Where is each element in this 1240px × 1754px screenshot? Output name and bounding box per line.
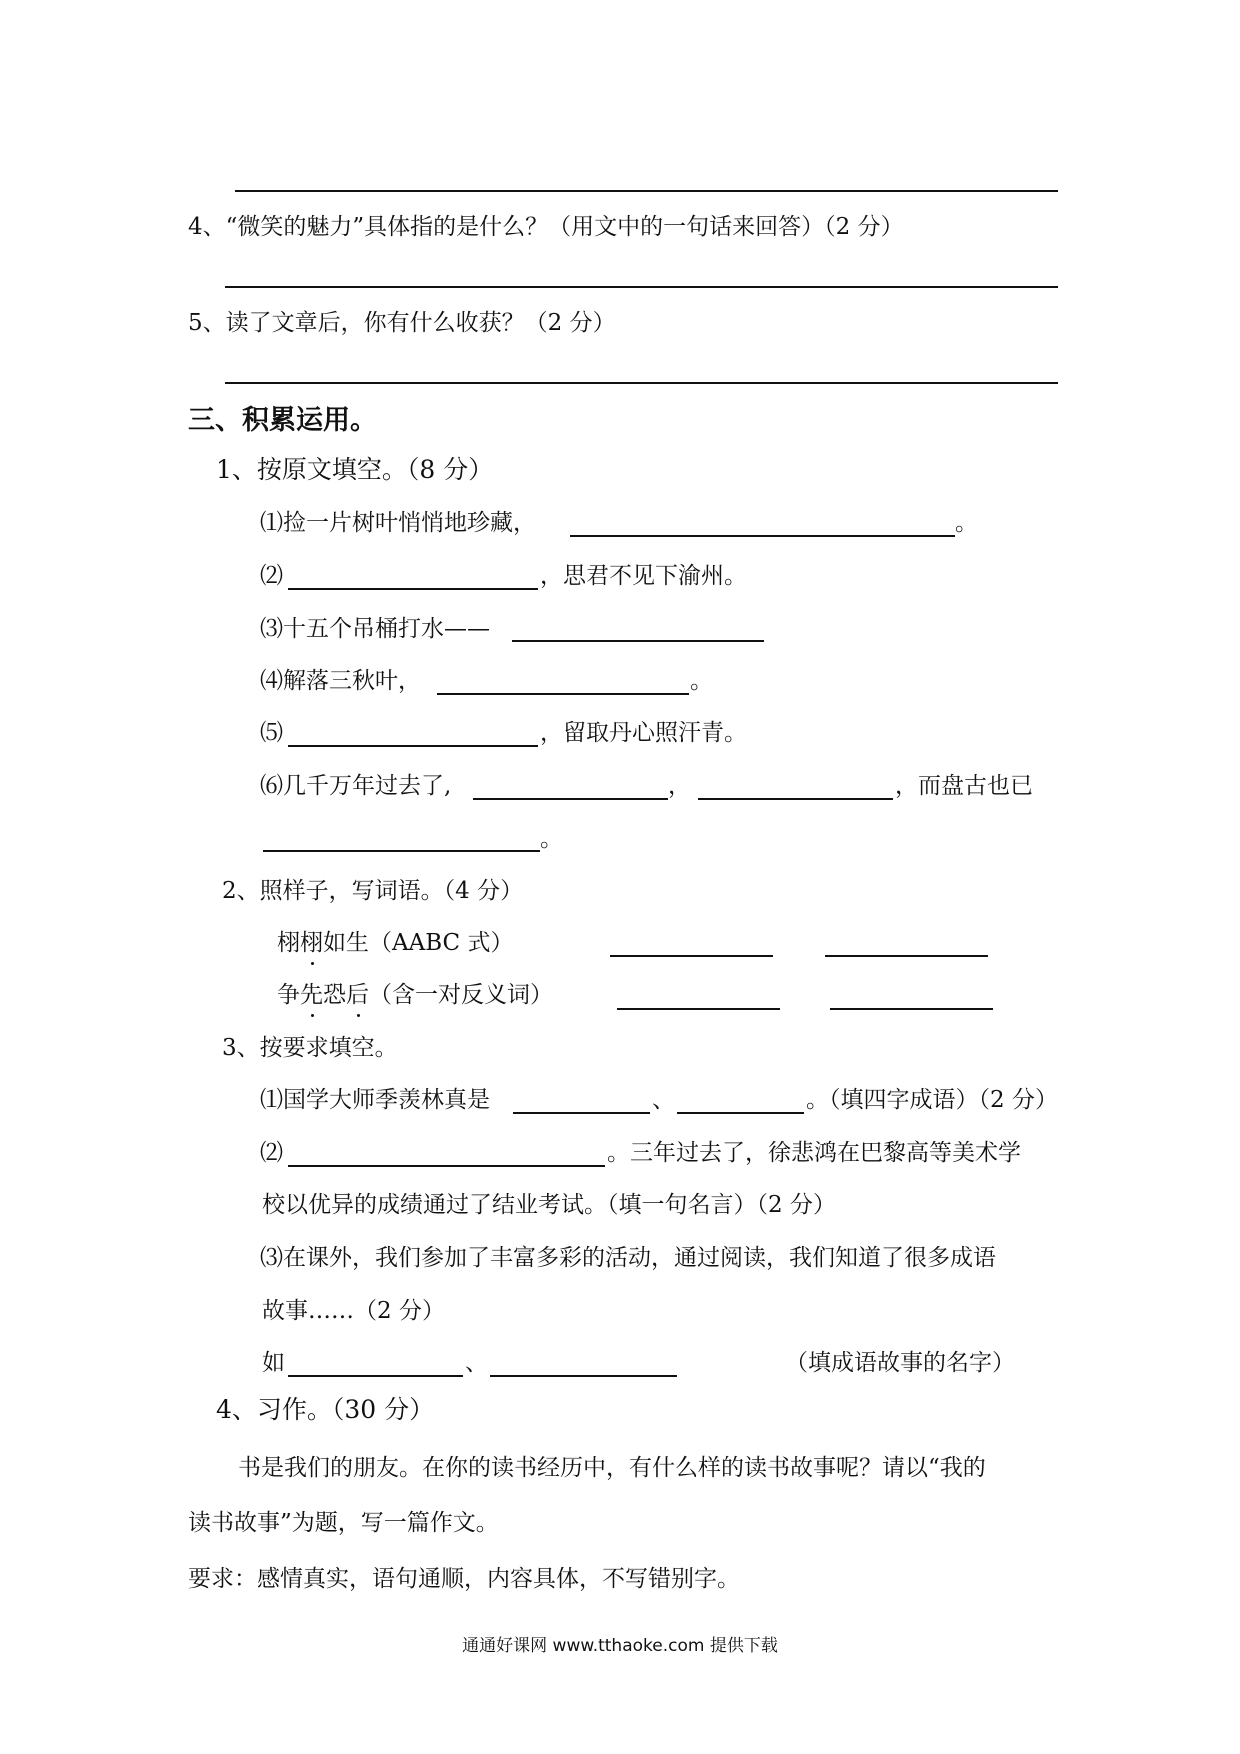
q2-label: 2、照样子，写词语。（4 分） <box>222 878 524 904</box>
q1-item6-blank-3[interactable] <box>263 850 540 852</box>
q4-requirements: 要求：感情真实，语句通顺，内容具体，不写错别字。 <box>188 1566 740 1592</box>
example-1-char: 生 <box>346 930 369 956</box>
answer-line-q5[interactable] <box>225 382 1058 384</box>
q4-prompt-line-1: 书是我们的朋友。在你的读书经历中，有什么样的读书故事呢？请以“我的 <box>238 1455 986 1481</box>
q3-item3-text-cont: 故事……（2 分） <box>262 1298 445 1324</box>
example-2-char: 争 <box>277 982 300 1008</box>
q1-item3-text: ⑶十五个吊桶打水—— <box>260 616 490 642</box>
q3-item2-num: ⑵ <box>260 1140 283 1166</box>
q1-item6-blank-2[interactable] <box>698 798 893 800</box>
q1-item5-blank[interactable] <box>288 745 538 747</box>
q3-item3-blank-2[interactable] <box>490 1375 677 1377</box>
q3-item3-blank-1[interactable] <box>288 1375 463 1377</box>
q1-item6-tail: 。 <box>540 826 563 852</box>
q1-item2-text: ，思君不见下渝州。 <box>540 563 747 589</box>
q1-item2-num: ⑵ <box>260 563 283 589</box>
q1-item6-text: ⑹几千万年过去了, <box>260 773 452 799</box>
q4-label: 4、习作。（30 分） <box>216 1395 435 1424</box>
example-1-note: （AABC 式） <box>369 930 514 956</box>
q1-item6-end: ，而盘古也已 <box>895 773 1033 799</box>
example-2-char: 恐 <box>323 982 346 1008</box>
q3-item1-blank-2[interactable] <box>677 1112 804 1114</box>
q1-item5-text: ，留取丹心照汗青。 <box>540 720 747 746</box>
page-footer: 通通好课网 www.tthaoke.com 提供下载 <box>462 1636 778 1656</box>
q1-item5-num: ⑸ <box>260 720 283 746</box>
example-1-char: 栩 <box>277 930 300 956</box>
q3-item2-text-cont: 校以优异的成绩通过了结业考试。（填一句名言）（2 分） <box>262 1192 836 1218</box>
q3-item3-text: ⑶在课外，我们参加了丰富多彩的活动，通过阅读，我们知道了很多成语 <box>260 1245 996 1271</box>
q3-label: 3、按要求填空。 <box>222 1035 398 1061</box>
q1-item6-blank-1[interactable] <box>473 798 668 800</box>
q3-item2-text: 。三年过去了，徐悲鸿在巴黎高等美术学 <box>607 1140 1021 1166</box>
q1-item3-blank[interactable] <box>512 640 764 642</box>
q3-item1-sep: 、 <box>652 1087 675 1113</box>
answer-line-q3[interactable] <box>235 190 1058 192</box>
q1-item1-blank[interactable] <box>570 535 955 537</box>
q3-item1-blank-1[interactable] <box>513 1112 650 1114</box>
q4-prompt-line-2: 读书故事”为题，写一篇作文。 <box>188 1510 499 1536</box>
q1-item1-text: ⑴捡一片树叶悄悄地珍藏， <box>260 510 536 536</box>
example-2-char-dotted: 后 <box>346 982 369 1008</box>
question-4: 4、“微笑的魅力”具体指的是什么？（用文中的一句话来回答）（2 分） <box>188 214 904 240</box>
q2-example-2 <box>277 984 553 1007</box>
q1-item1-end: 。 <box>955 510 978 536</box>
q1-label: 1、按原文填空。（8 分） <box>216 455 494 484</box>
q2-ex2-blank-1[interactable] <box>617 1008 780 1010</box>
q1-item4-blank[interactable] <box>437 693 689 695</box>
q1-item2-blank[interactable] <box>288 588 538 590</box>
example-1-char-dotted: 栩 <box>300 930 323 956</box>
q2-ex2-blank-2[interactable] <box>830 1008 993 1010</box>
q2-example-1 <box>277 932 513 955</box>
q2-ex1-blank-2[interactable] <box>825 955 988 957</box>
example-1-char: 如 <box>323 930 346 956</box>
q1-item4-text: ⑷解落三秋叶， <box>260 668 421 694</box>
q3-item3-prefix: 如 <box>262 1350 285 1376</box>
q3-item1-instruction: 。（填四字成语）（2 分） <box>806 1087 1058 1113</box>
q1-item4-end: 。 <box>690 668 713 694</box>
q3-item3-note: （填成语故事的名字） <box>785 1350 1015 1376</box>
question-5: 5、读了文章后，你有什么收获？（2 分） <box>188 310 616 336</box>
q3-item2-blank[interactable] <box>288 1165 605 1167</box>
example-2-note: （含一对反义词） <box>369 982 553 1008</box>
q3-item3-sep: 、 <box>465 1350 488 1376</box>
example-2-char-dotted: 先 <box>300 982 323 1008</box>
q3-item1-text: ⑴国学大师季羡林真是 <box>260 1087 490 1113</box>
answer-line-q4[interactable] <box>225 286 1058 288</box>
section-title: 三、积累运用。 <box>188 405 377 436</box>
q2-ex1-blank-1[interactable] <box>610 955 773 957</box>
q1-item6-sep: ， <box>668 773 691 799</box>
